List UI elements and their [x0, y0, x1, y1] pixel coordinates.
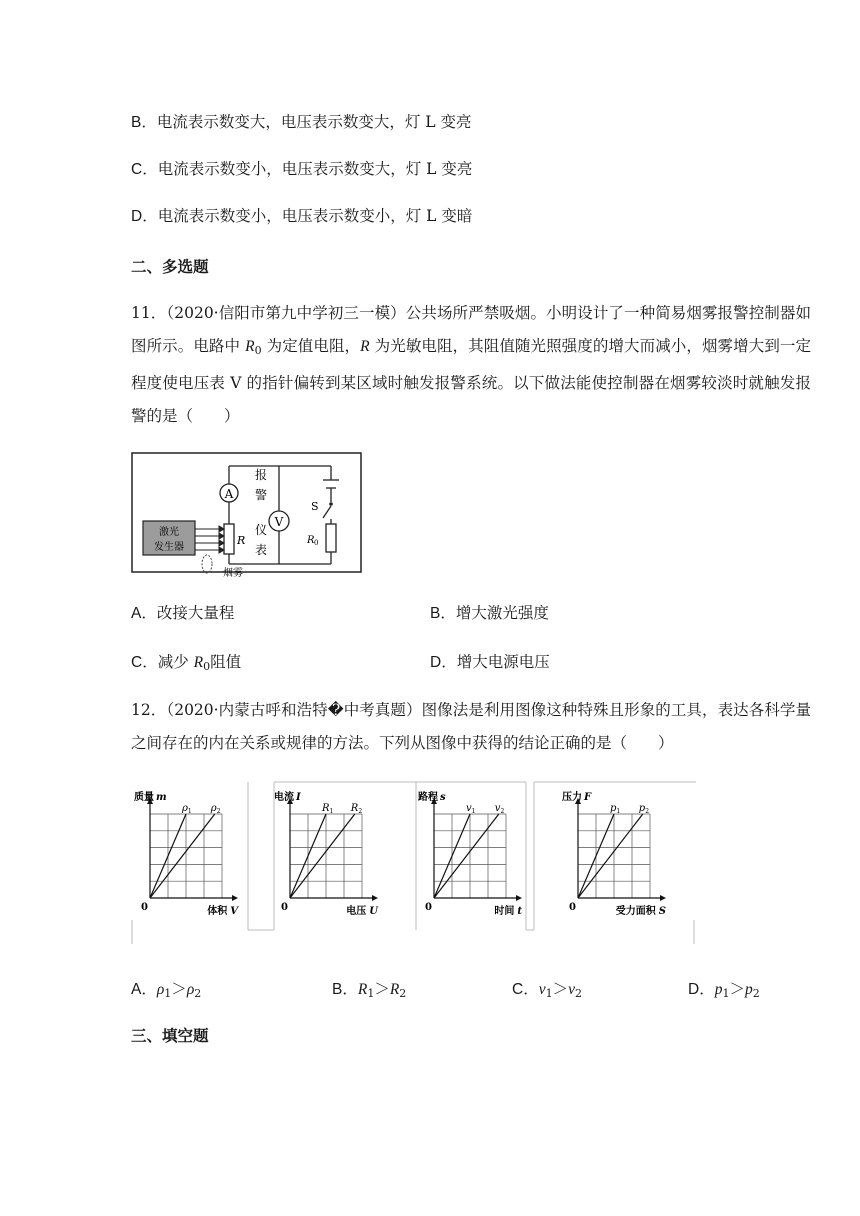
q11-option-c	[131, 651, 241, 678]
option-letter: C．	[131, 654, 158, 671]
y-axis-var: m	[156, 792, 167, 803]
option-letter: C．	[131, 161, 158, 178]
origin-label: 0	[425, 902, 432, 913]
series-label-2: $\rho_2$	[210, 803, 221, 815]
q11-option-b	[430, 602, 549, 625]
option-var-1: ρ	[156, 981, 165, 998]
option-var-1: p	[714, 981, 723, 998]
voltmeter-label: V	[274, 515, 284, 529]
resistor-r0-label: R	[307, 535, 315, 546]
series-label-1-sub: 1	[616, 808, 621, 815]
series-label-1-sub: 1	[329, 808, 334, 815]
option-sub-2: 2	[399, 987, 407, 1000]
option-sub-1: 1	[545, 987, 553, 1000]
series-line-2	[150, 814, 215, 898]
y-axis-label: 质量 m	[134, 792, 167, 803]
series-label-2: $R_2$	[350, 803, 363, 815]
option-letter: A．	[131, 981, 157, 998]
alarm-char-2: 警	[255, 488, 268, 502]
option-letter: D．	[430, 654, 457, 671]
graph-distance-time	[417, 790, 522, 917]
switch-label: S	[311, 500, 319, 513]
y-axis-label: 路程 s	[418, 792, 446, 803]
graph-force-area	[562, 790, 666, 917]
resistor-r-icon	[224, 524, 234, 554]
option-var-2: v	[568, 981, 575, 998]
option-operator: ＞	[552, 980, 569, 998]
option-letter: B．	[332, 981, 358, 998]
y-axis-label: 压力 F	[562, 792, 592, 803]
origin-label: 0	[281, 902, 288, 913]
q12-option-a	[131, 978, 201, 1005]
option-sub-1: 1	[722, 987, 730, 1000]
x-axis-arrow	[372, 895, 378, 901]
x-axis-label: 时间 t	[494, 906, 522, 917]
x-axis-label: 受力面积 S	[615, 906, 666, 917]
origin-label: 0	[569, 902, 576, 913]
resistor-r0-sub: 0	[314, 539, 319, 547]
option-letter: B．	[131, 114, 157, 131]
option-text: 电流表示数变小，电压表示数变大，灯 L 变亮	[157, 160, 473, 178]
alarm-char-1: 报	[255, 468, 268, 482]
x-axis-arrow	[660, 895, 666, 901]
q12-graphs-figure	[128, 780, 700, 948]
q11-r0-sub: 0	[254, 344, 262, 357]
q11-r0-var: R	[245, 338, 255, 355]
option-operator: ＞	[374, 980, 390, 998]
option-operator: ＞	[171, 980, 187, 998]
series-label-2: $v_2$	[494, 803, 505, 815]
x-axis-var: U	[369, 906, 378, 917]
laser-label-1: 激光	[159, 527, 179, 538]
option-text: 改接大量程	[156, 604, 235, 622]
graph-current-voltage	[274, 790, 379, 917]
series-label-2-sub: 2	[500, 808, 505, 815]
q12-option-c	[512, 978, 582, 1005]
y-axis-var: F	[584, 792, 592, 803]
option-var: R	[193, 654, 204, 671]
q11-text-3: 为光敏电阻，其阻值随光照强度的增大而减小，烟雾增大到一定程度使电压表 V 的指针偏转到某区域时触发报警系统。以下做法能使控制器在烟雾较淡时就触发报警的是（ ）	[131, 337, 811, 425]
section-heading-multi-choice: 二、多选题	[131, 257, 209, 276]
x-axis-arrow	[232, 895, 238, 901]
option-sub: 0	[203, 660, 211, 673]
option-var-2: R	[389, 981, 400, 998]
option-letter: D．	[131, 208, 158, 225]
option-letter: C．	[512, 981, 539, 998]
series-line-2	[434, 814, 499, 898]
resistor-r-label: R	[237, 534, 246, 547]
series-line-2	[578, 814, 643, 898]
q11-r-var: R	[360, 338, 370, 355]
q11-stem	[131, 297, 811, 433]
alarm-char-4: 表	[255, 543, 268, 557]
laser-label-2: 发生器	[154, 542, 184, 553]
series-line-2	[290, 814, 355, 898]
series-label-2-sub: 2	[358, 808, 363, 815]
q10-option-d	[131, 205, 472, 228]
q11-text-2: 为定值电阻，	[261, 337, 361, 355]
q10-option-c	[131, 158, 472, 181]
x-axis-label: 电压 U	[346, 906, 378, 917]
option-var-1: v	[538, 981, 546, 998]
x-axis-var: S	[658, 906, 666, 917]
option-text: 增大电源电压	[456, 653, 550, 671]
option-sub-2: 2	[752, 987, 760, 1000]
y-axis-label: 电流 I	[274, 792, 301, 803]
option-sub-1: 1	[164, 987, 172, 1000]
q12-option-d	[688, 978, 760, 1005]
option-text: 电流表示数变小，电压表示数变小，灯 L 变暗	[157, 207, 473, 225]
y-axis-var: s	[440, 792, 446, 803]
series-label-1: $\rho_1$	[182, 803, 192, 815]
graph-mass-volume	[134, 790, 239, 917]
series-label-1: $R_1$	[322, 803, 334, 815]
option-var-1: R	[357, 981, 368, 998]
smoke-icon	[202, 555, 212, 573]
q10-option-b	[131, 111, 472, 134]
option-letter: A．	[131, 605, 157, 622]
option-letter: B．	[430, 605, 456, 622]
x-axis-arrow	[516, 895, 522, 901]
series-label-1: $v_1$	[466, 803, 476, 815]
series-label-2-sub: 2	[645, 808, 650, 815]
q11-circuit-figure	[131, 452, 363, 578]
option-sub-2: 2	[194, 987, 202, 1000]
option-text: 增大激光强度	[455, 604, 549, 622]
option-text: 电流表示数变大，电压表示数变大，灯 L 变亮	[156, 113, 472, 131]
option-text: 减少	[157, 653, 194, 671]
section-heading-fill-blank: 三、填空题	[131, 1026, 209, 1045]
laser-beam-arrows	[195, 526, 224, 553]
series-label-1: $p_1$	[610, 803, 621, 815]
option-text-post: 阻值	[210, 653, 242, 671]
origin-label: 0	[141, 902, 148, 913]
y-axis-var: I	[296, 792, 301, 803]
ammeter-label: A	[224, 487, 234, 501]
option-letter: D．	[688, 981, 715, 998]
series-label-1-sub: 1	[471, 808, 476, 815]
resistor-r0-icon	[326, 524, 336, 552]
q11-option-a	[131, 602, 234, 625]
series-label-1-sub: 1	[187, 808, 192, 815]
alarm-char-3: 仪	[255, 523, 268, 537]
q12-option-b	[332, 978, 406, 1005]
option-var-2: p	[744, 981, 753, 998]
option-sub-2: 2	[575, 987, 582, 1000]
x-axis-var: t	[517, 906, 522, 917]
series-label-2-sub: 2	[216, 808, 221, 815]
series-label-2: $p_2$	[638, 803, 650, 815]
q11-text-1: 11．（2020·信阳市第九中学初三一模）公共场所严禁吸烟。小明设计了一种简易烟雾报警控制器如图所示。电路中	[131, 304, 811, 355]
option-operator: ＞	[729, 980, 745, 998]
x-axis-var: V	[230, 906, 238, 917]
x-axis-label: 体积 V	[207, 906, 238, 917]
option-sub-1: 1	[367, 987, 375, 1000]
q12-stem: 12．（2020·内蒙古呼和浩特�中考真题）图像法是利用图像这种特殊且形象的工具，表达各科学量之间存在的内在关系或规律的方法。下列从图像中获得的结论正确的是（ ）	[131, 701, 811, 752]
option-var-2: ρ	[186, 981, 195, 998]
smoke-label: 烟雾	[223, 568, 243, 578]
q11-option-d	[430, 651, 550, 674]
